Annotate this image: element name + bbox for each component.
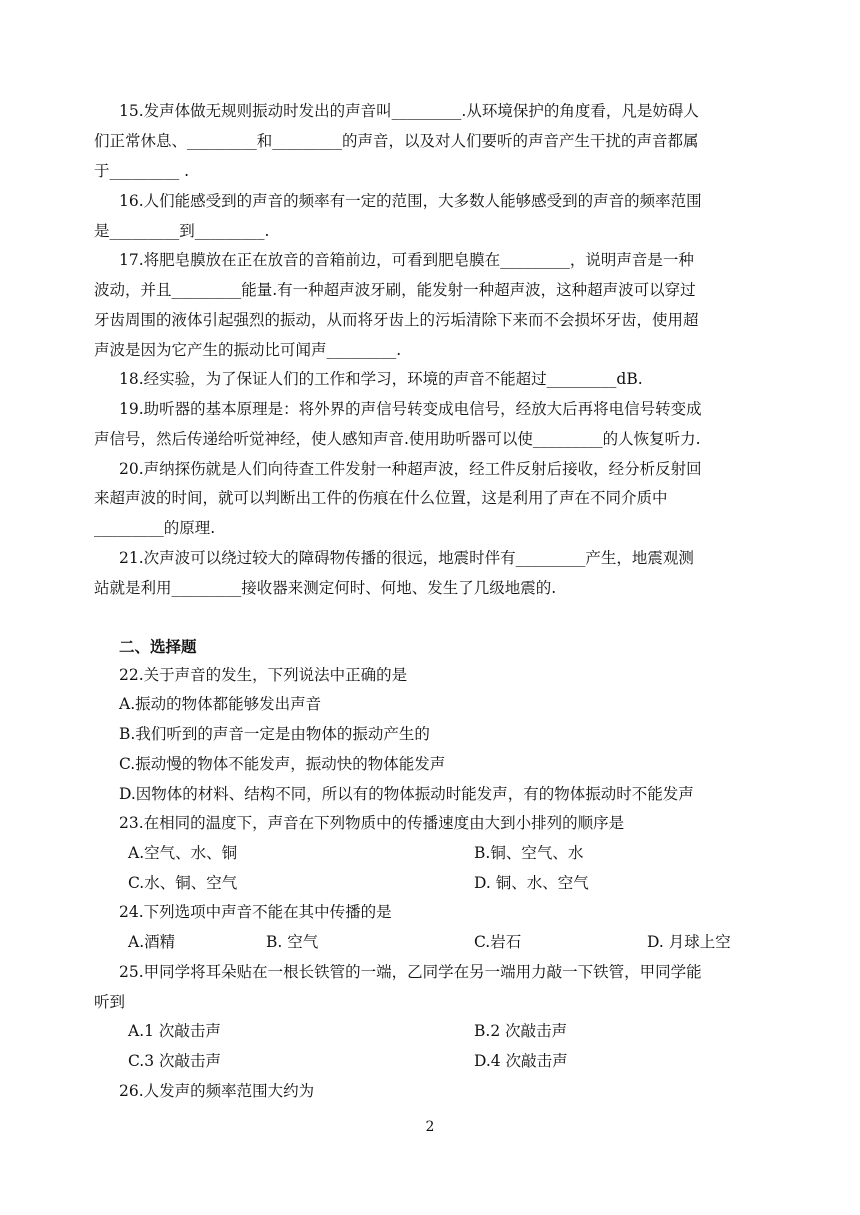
q17-line-1: 17.将肥皂膜放在正在放音的音箱前边，可看到肥皂膜在_________，说明声音是一种 — [119, 251, 694, 269]
q15-line-1: 15.发声体做无规则振动时发出的声音叫_________.从环境保护的角度看，凡是妨碍人 — [119, 102, 699, 120]
q19-line-2: 声信号，然后传递给听觉神经，使人感知声音.使用助听器可以使_________的人恢复听力. — [94, 430, 701, 448]
q25-option-a: A.1 次敲击声 — [128, 1022, 221, 1040]
section-heading-choice: 二、选择题 — [119, 637, 197, 656]
q22-option-d: D.因物体的材料、结构不同，所以有的物体振动时能发声，有的物体振动时不能发声 — [119, 785, 694, 803]
q16-line-2: 是_________到_________. — [94, 222, 270, 240]
q17-line-4: 声波是因为它产生的振动比可闻声_________. — [94, 341, 402, 359]
q23-option-d: D. 铜、水、空气 — [474, 874, 589, 892]
q22-option-a: A.振动的物体都能够发出声音 — [119, 695, 322, 713]
q25-option-d: D.4 次敲击声 — [474, 1052, 568, 1070]
q25-option-c: C.3 次敲击声 — [128, 1052, 222, 1070]
q25-line-2: 听到 — [94, 993, 126, 1011]
q21-line-2: 站就是利用_________接收器来测定何时、何地、发生了几级地震的. — [94, 579, 557, 597]
q22-option-c: C.振动慢的物体不能发声，振动快的物体能发声 — [119, 755, 446, 773]
q22-stem: 22.关于声音的发生，下列说法中正确的是 — [119, 666, 408, 684]
page-number: 2 — [425, 1119, 435, 1135]
q22-option-b: B.我们听到的声音一定是由物体的振动产生的 — [119, 725, 430, 743]
q17-line-3: 牙齿周围的液体引起强烈的振动，从而将牙齿上的污垢清除下来而不会损坏牙齿，使用超 — [94, 311, 699, 329]
q25-line-1: 25.甲同学将耳朵贴在一根长铁管的一端，乙同学在另一端用力敲一下铁管，甲同学能 — [119, 963, 702, 981]
q16-line-1: 16.人们能感受到的声音的频率有一定的范围，大多数人能够感受到的声音的频率范围 — [119, 192, 702, 210]
q24-option-b: B. 空气 — [266, 933, 319, 951]
q15-line-3: 于_________ . — [94, 162, 190, 180]
q23-option-c: C.水、铜、空气 — [128, 874, 238, 892]
q20-line-2: 来超声波的时间，就可以判断出工件的伤痕在什么位置，这是利用了声在不同介质中 — [94, 489, 668, 507]
q24-stem: 24.下列选项中声音不能在其中传播的是 — [119, 903, 392, 921]
q24-option-c: C.岩石 — [474, 933, 522, 951]
q17-line-2: 波动，并且_________能量.有一种超声波牙刷，能发射一种超声波，这种超声波可以穿过 — [94, 281, 696, 299]
q20-line-3: _________的原理. — [94, 519, 216, 537]
q23-option-b: B.铜、空气、水 — [474, 844, 584, 862]
q24-option-d: D. 月球上空 — [647, 933, 731, 951]
q26-stem: 26.人发声的频率范围大约为 — [119, 1082, 315, 1100]
q24-option-a: A.酒精 — [128, 933, 176, 951]
q15-line-2: 们正常休息、_________和_________的声音，以及对人们要听的声音产生干扰的声音都属 — [94, 132, 699, 150]
q19-line-1: 19.助听器的基本原理是：将外界的声信号转变成电信号，经放大后再将电信号转变成 — [119, 400, 702, 418]
q21-line-1: 21.次声波可以绕过较大的障碍物传播的很远，地震时伴有_________产生，地震观测 — [119, 549, 694, 567]
q23-option-a: A.空气、水、铜 — [128, 844, 238, 862]
q20-line-1: 20.声纳探伤就是人们向待查工件发射一种超声波，经工件反射后接收，经分析反射回 — [119, 460, 702, 478]
q18-line-1: 18.经实验，为了保证人们的工作和学习，环境的声音不能超过_________dB. — [119, 370, 643, 388]
q25-option-b: B.2 次敲击声 — [474, 1022, 568, 1040]
q23-stem: 23.在相同的温度下，声音在下列物质中的传播速度由大到小排列的顺序是 — [119, 814, 625, 832]
